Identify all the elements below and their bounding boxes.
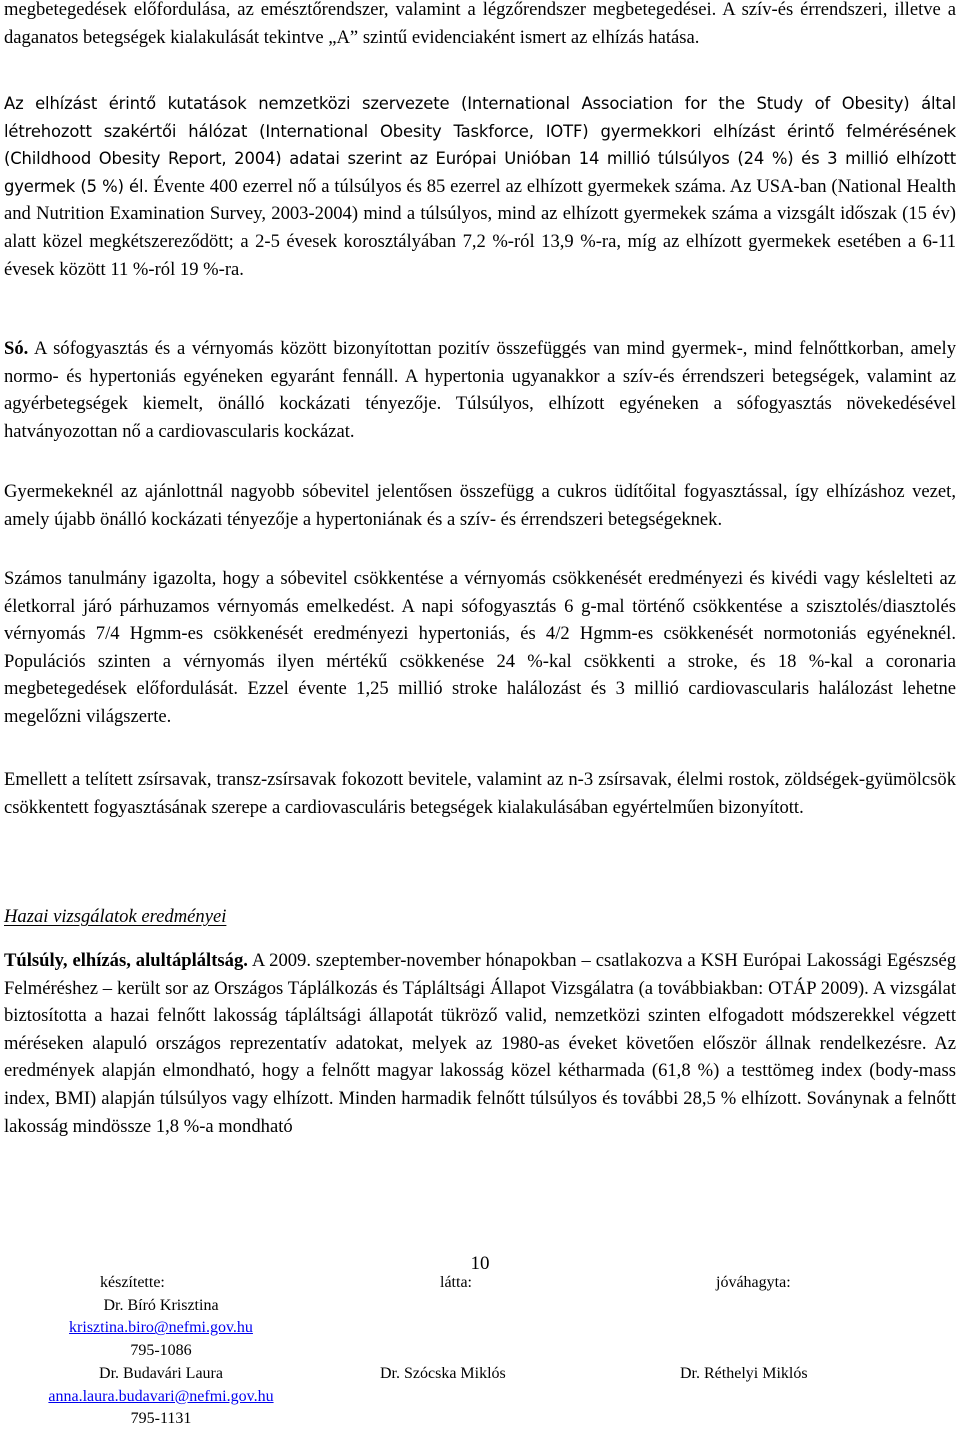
fatty-acids-text: Emellett a telített zsírsavak, transz-zsírsavak fokozott bevitele, valamint az n-3 zsírsavak, élelmi rostok, zöldségek-gyümölcsök csökkentett fogyasztásának szerepe a cardiovasculáris betegségek kialakulásában egyértelműen bizonyított. [4,769,956,818]
salt-paragraph [4,335,956,445]
author2-email-link[interactable]: anna.laura.budavari@nefmi.gov.hu [48,1387,274,1405]
iotf-sans-text: Az elhízást érintő kutatások nemzetközi szervezete (International Association for the Study of Obesity) által létrehozott szakértői hálózat (International Obesity Taskforce, IOTF) gyermekkori elhízást érintő felmérésének (Childhood Obesity Report, 2004) adatai szerint az Európai Unióban 14 millió túlsúlyos (24 %) és 3 millió elhízott gyermek (5 %) él. [4,94,956,196]
author2-name: Dr. Budavári Laura [99,1364,223,1382]
prepared-by-column [30,1272,292,1431]
author1-name: Dr. Bíró Krisztina [103,1296,219,1314]
reviewed-by-column [380,1272,540,1385]
author1-email-link[interactable]: krisztina.biro@nefmi.gov.hu [69,1319,253,1337]
iotf-serif-text: Évente 400 ezerrel nő a túlsúlyos és 85 ezerrel az elhízott gyermekek száma. Az USA-ban (National Health and Nutrition Examination Survey, 2003-2004) mind a túlsúlyos, mind az elhízott gyermekek száma a vizsgált időszak (15 év) alatt közel megkétszereződött; a 2-5 évesek korosztályában 7,2 %-ról 13,9 %-ra, míg az elhízott gyermekek esetében a 6-11 évesek között 11 %-ról 19 %-ra. [4,175,957,280]
author2-phone: 795-1131 [130,1410,192,1428]
approver-name: Dr. Réthelyi Miklós [680,1364,808,1382]
author1-phone: 795-1086 [130,1342,192,1360]
overweight-text: A 2009. szeptember-november hónapokban – csatlakozva a KSH Európai Lakossági Egészség Felméréshez – került sor az Országos Táplálkozás és Tápláltsági Állapot Vizsgálatra (a továbbiakban: OTÁP 2009). A vizsgálat biztosította a hazai felnőtt lakosság tápláltsági állapotát tükröző valid, nemzetközi szinten elfogadott módszerekkel végzett méréseken alapuló országos reprezentatív adatokat, melyek az 1980-as éveket követően először állnak rendelkezésre. Az eredmények alapján elmondható, hogy a felnőtt magyar lakosság közel kétharmada (61,8 %) a testtömeg index (body-mass index, BMI) alapján túlsúlyos vagy elhízott. Minden harmadik felnőtt túlsúlyos és további 28,5 % elhízott. Soványnak a felnőtt lakosság mindössze 1,8 %-a mondható [4,950,956,1137]
studies-text: Számos tanulmány igazolta, hogy a sóbevitel csökkentése a vérnyomás csökkenését eredményezi és kivédi vagy késlelteti az életkorral járó párhuzamos vérnyomás emelkedést. A napi sófogyasztás 6 g-mal történő csökkentése a szisztolés/diasztolés vérnyomás 7/4 Hgmm-es csökkenését eredményezi hypertoniás, és 4/2 Hgmm-es csökkenését normotoniás egyéneknél. Populációs szinten a vérnyomás ilyen mértékű csökkenése 24 %-kal csökkenti a stroke, és 18 %-kal a coronaria megbetegedések előfordulását. Ezzel évente 1,25 millió stroke halálozást és 3 millió cardiovascularis halálozást lehetne megelőzni világszerte. [4,568,956,727]
section-heading: Hazai vizsgálatok eredményei [4,906,227,927]
prepared-by-label: készítette: [100,1274,165,1291]
approved-by-column [680,1272,860,1385]
iotf-paragraph [4,90,956,283]
reviewed-by-label: látta: [440,1274,472,1291]
salt-text: A sófogyasztás és a vérnyomás között bizonyítottan pozitív összefüggés van mind gyermek-, mind felnőttkorban, amely normo- és hypertoniás egyéneken egyaránt fennáll. A hypertonia ugyanakkor a szív-és érrendszeri betegségek, valamint az agyérbetegségek kiemelt, önálló kockázati tényezője. Túlsúlyos, elhízott egyéneken a sófogyasztás növekedésével hatványozottan nő a cardiovascularis kockázat. [4,338,956,442]
approved-by-label: jóváhagyta: [716,1274,791,1291]
studies-paragraph [4,565,956,731]
intro-text: megbetegedések előfordulása, az emésztőrendszer, valamint a légzőrendszer megbetegedései. A szív-és érrendszeri, illetve a daganatos betegségek kialakulását tekintve „A” szintű evidenciaként ismert az elhízás hatása. [4,0,956,48]
sugar-drink-text: Gyermekeknél az ajánlottnál nagyobb sóbevitel jelentősen összefügg a cukros üdítőital fogyasztással, így elhízáshoz vezet, amely újabb önálló kockázati tényezője a hypertoniának és a szív- és érrendszeri betegségeknek. [4,481,956,530]
reviewer-name: Dr. Szócska Miklós [380,1364,506,1382]
salt-bold-lead: Só. [4,338,29,359]
overweight-paragraph [4,947,956,1140]
sugar-drink-paragraph [4,478,956,533]
fatty-acids-paragraph [4,766,956,821]
page-number: 10 [470,1253,490,1274]
overweight-bold-lead: Túlsúly, elhízás, alultápláltság. [4,950,248,971]
intro-paragraph [4,0,956,51]
